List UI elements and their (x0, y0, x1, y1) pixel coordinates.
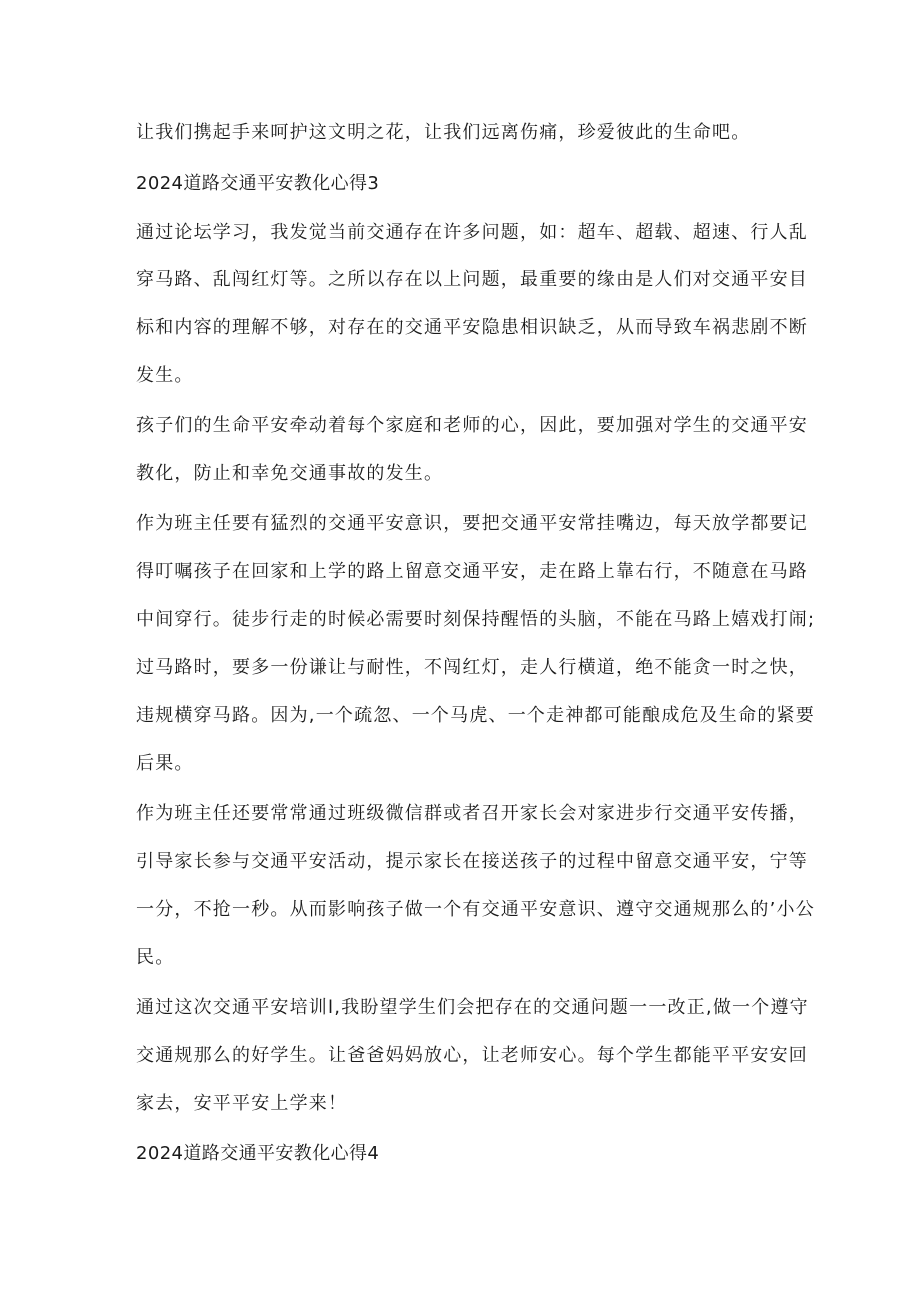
section-heading: 2024道路交通平安教化心得3 (136, 173, 380, 194)
body-text-line: 标和内容的理解不够，对存在的交通平安隐患相识缺乏，从而导致车祸悲剧不断 (136, 317, 808, 338)
body-text-line: 过马路时，要多一份谦让与耐性，不闯红灯，走人行横道，绝不能贪一时之快， (136, 657, 808, 678)
body-text-line: 中间穿行。徒步行走的时候必需要时刻保持醒悟的头脑，不能在马路上嬉戏打闹; (136, 609, 816, 630)
body-text-line: 穿马路、乱闯红灯等。之所以存在以上问题，最重要的缘由是人们对交通平安目 (136, 269, 808, 290)
body-text-line: 发生。 (136, 365, 194, 386)
body-text-line: 作为班主任要有猛烈的交通平安意识，要把交通平安常挂嘴边，每天放学都要记 (136, 513, 808, 534)
body-text-line: 交通规那么的好学生。让爸爸妈妈放心，让老师安心。每个学生都能平平安安回 (136, 1045, 808, 1066)
body-text-line: 得叮嘱孩子在回家和上学的路上留意交通平安，走在路上靠右行，不随意在马路 (136, 561, 808, 582)
body-text-line: 后果。 (136, 753, 194, 774)
body-text-line: 教化，防止和幸免交通事故的发生。 (136, 463, 444, 484)
body-text-line: 让我们携起手来呵护这文明之花，让我们远离伤痛，珍爱彼此的生命吧。 (136, 122, 751, 143)
body-text-line: 民。 (136, 947, 175, 968)
body-text-line: 一分，不抢一秒。从而影响孩子做一个有交通平安意识、遵守交通规那么的’小公 (136, 899, 815, 920)
body-text-line: 引导家长参与交通平安活动，提示家长在接送孩子的过程中留意交通平安，宁等 (136, 851, 808, 872)
body-text-line: 作为班主任还要常常通过班级微信群或者召开家长会对家进步行交通平安传播， (136, 803, 808, 824)
body-text-line: 通过这次交通平安培训l,我盼望学生们会把存在的交通问题一一改正,做一个遵守 (136, 997, 809, 1018)
section-heading: 2024道路交通平安教化心得4 (136, 1143, 380, 1164)
body-text-line: 违规横穿马路。因为,一个疏忽、一个马虎、一个走神都可能酿成危及生命的紧要 (136, 705, 815, 726)
body-text-line: 通过论坛学习，我发觉当前交通存在许多问题，如：超车、超载、超速、行人乱 (136, 222, 808, 243)
body-text-line: 孩子们的生命平安牵动着每个家庭和老师的心，因此，要加强对学生的交通平安 (136, 415, 808, 436)
body-text-line: 家去，安平平安上学来！ (136, 1093, 348, 1114)
